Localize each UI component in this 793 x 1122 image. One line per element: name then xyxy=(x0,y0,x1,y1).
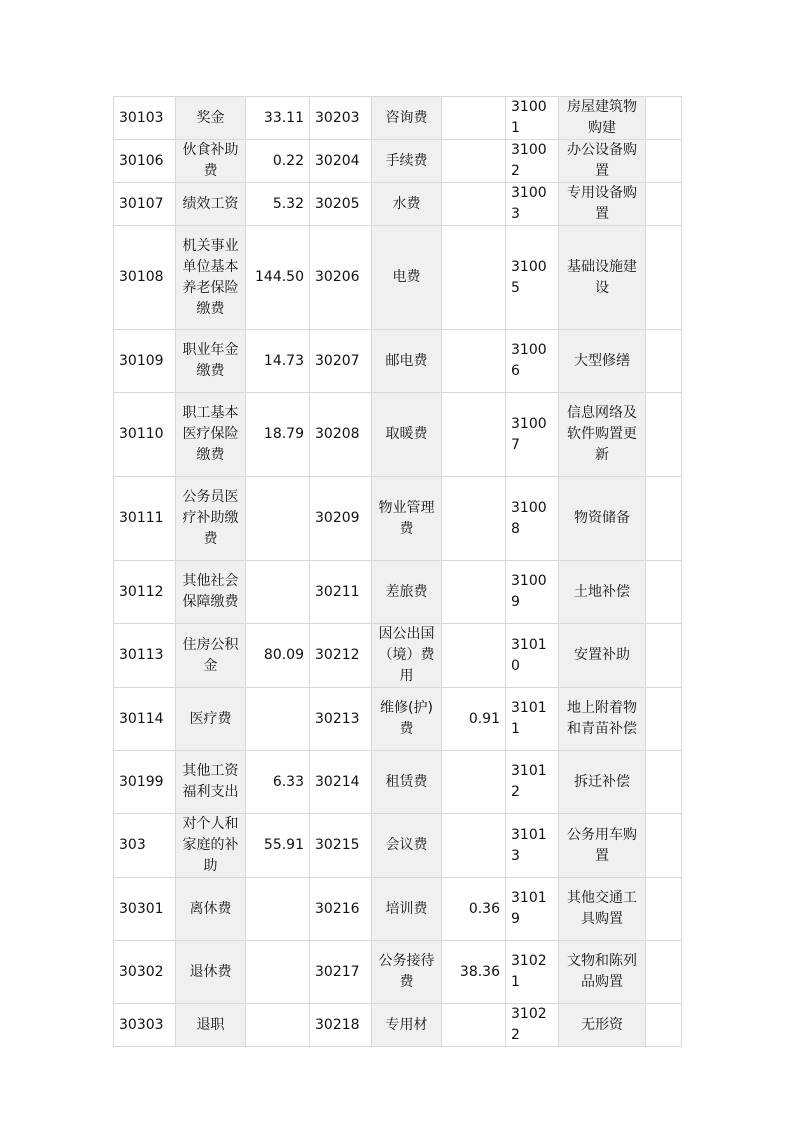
table-row xyxy=(114,330,682,393)
code-cell: 303 xyxy=(114,814,176,878)
name-cell: 其他交通工具购置 xyxy=(559,878,646,941)
code-cell: 30302 xyxy=(114,941,176,1004)
name-cell: 退休费 xyxy=(176,941,246,1004)
empty-cell xyxy=(646,330,682,393)
empty-cell xyxy=(646,97,682,140)
name-cell: 对个人和家庭的补助 xyxy=(176,814,246,878)
name-cell: 会议费 xyxy=(372,814,442,878)
amount-cell: 55.91 xyxy=(246,814,310,878)
code-cell: 30301 xyxy=(114,878,176,941)
name-cell: 维修(护)费 xyxy=(372,688,442,751)
code-cell: 30211 xyxy=(310,561,372,624)
name-cell: 地上附着物和青苗补偿 xyxy=(559,688,646,751)
code-cell: 31021 xyxy=(506,941,559,1004)
code-cell: 31005 xyxy=(506,226,559,330)
amount-cell xyxy=(442,1004,506,1047)
amount-cell xyxy=(442,561,506,624)
code-cell: 30113 xyxy=(114,624,176,688)
amount-cell xyxy=(246,878,310,941)
code-cell: 30112 xyxy=(114,561,176,624)
code-cell: 30214 xyxy=(310,751,372,814)
name-cell: 土地补偿 xyxy=(559,561,646,624)
budget-table xyxy=(113,96,682,1047)
name-cell: 奖金 xyxy=(176,97,246,140)
name-cell: 邮电费 xyxy=(372,330,442,393)
amount-cell: 18.79 xyxy=(246,393,310,477)
table-row xyxy=(114,688,682,751)
name-cell: 专用设备购置 xyxy=(559,183,646,226)
name-cell: 离休费 xyxy=(176,878,246,941)
name-cell: 其他工资福利支出 xyxy=(176,751,246,814)
code-cell: 30110 xyxy=(114,393,176,477)
name-cell: 取暖费 xyxy=(372,393,442,477)
table-row xyxy=(114,97,682,140)
name-cell: 水费 xyxy=(372,183,442,226)
code-cell: 30209 xyxy=(310,477,372,561)
name-cell: 退职 xyxy=(176,1004,246,1047)
name-cell: 差旅费 xyxy=(372,561,442,624)
code-cell: 31002 xyxy=(506,140,559,183)
code-cell: 31001 xyxy=(506,97,559,140)
name-cell: 公务用车购置 xyxy=(559,814,646,878)
name-cell: 绩效工资 xyxy=(176,183,246,226)
code-cell: 30216 xyxy=(310,878,372,941)
table-row xyxy=(114,140,682,183)
name-cell: 信息网络及软件购置更新 xyxy=(559,393,646,477)
empty-cell xyxy=(646,140,682,183)
table-row xyxy=(114,624,682,688)
code-cell: 30199 xyxy=(114,751,176,814)
amount-cell: 6.33 xyxy=(246,751,310,814)
name-cell: 大型修缮 xyxy=(559,330,646,393)
amount-cell: 80.09 xyxy=(246,624,310,688)
code-cell: 31022 xyxy=(506,1004,559,1047)
name-cell: 拆迁补偿 xyxy=(559,751,646,814)
empty-cell xyxy=(646,1004,682,1047)
empty-cell xyxy=(646,226,682,330)
code-cell: 30212 xyxy=(310,624,372,688)
empty-cell xyxy=(646,561,682,624)
table-row xyxy=(114,477,682,561)
name-cell: 其他社会保障缴费 xyxy=(176,561,246,624)
table-body xyxy=(114,97,682,1047)
name-cell: 物资储备 xyxy=(559,477,646,561)
table-row xyxy=(114,814,682,878)
amount-cell xyxy=(442,393,506,477)
empty-cell xyxy=(646,477,682,561)
table-row xyxy=(114,751,682,814)
name-cell: 住房公积金 xyxy=(176,624,246,688)
code-cell: 31013 xyxy=(506,814,559,878)
code-cell: 31003 xyxy=(506,183,559,226)
code-cell: 30213 xyxy=(310,688,372,751)
amount-cell xyxy=(246,1004,310,1047)
code-cell: 30103 xyxy=(114,97,176,140)
name-cell: 公务员医疗补助缴费 xyxy=(176,477,246,561)
code-cell: 30207 xyxy=(310,330,372,393)
empty-cell xyxy=(646,624,682,688)
name-cell: 专用材 xyxy=(372,1004,442,1047)
amount-cell: 0.22 xyxy=(246,140,310,183)
table-row xyxy=(114,878,682,941)
code-cell: 30217 xyxy=(310,941,372,1004)
name-cell: 房屋建筑物购建 xyxy=(559,97,646,140)
empty-cell xyxy=(646,751,682,814)
name-cell: 租赁费 xyxy=(372,751,442,814)
name-cell: 办公设备购置 xyxy=(559,140,646,183)
table-row xyxy=(114,561,682,624)
amount-cell xyxy=(442,330,506,393)
amount-cell xyxy=(246,561,310,624)
code-cell: 30206 xyxy=(310,226,372,330)
amount-cell: 144.50 xyxy=(246,226,310,330)
code-cell: 30204 xyxy=(310,140,372,183)
name-cell: 安置补助 xyxy=(559,624,646,688)
code-cell: 30215 xyxy=(310,814,372,878)
amount-cell xyxy=(442,624,506,688)
amount-cell xyxy=(246,477,310,561)
amount-cell: 5.32 xyxy=(246,183,310,226)
code-cell: 31019 xyxy=(506,878,559,941)
empty-cell xyxy=(646,814,682,878)
amount-cell xyxy=(442,814,506,878)
name-cell: 因公出国（境）费用 xyxy=(372,624,442,688)
name-cell: 基础设施建设 xyxy=(559,226,646,330)
code-cell: 30114 xyxy=(114,688,176,751)
table-row xyxy=(114,393,682,477)
amount-cell xyxy=(442,140,506,183)
amount-cell xyxy=(442,477,506,561)
amount-cell xyxy=(442,97,506,140)
amount-cell xyxy=(246,688,310,751)
code-cell: 31012 xyxy=(506,751,559,814)
code-cell: 30203 xyxy=(310,97,372,140)
code-cell: 30107 xyxy=(114,183,176,226)
code-cell: 30208 xyxy=(310,393,372,477)
empty-cell xyxy=(646,393,682,477)
code-cell: 31006 xyxy=(506,330,559,393)
name-cell: 咨询费 xyxy=(372,97,442,140)
name-cell: 文物和陈列品购置 xyxy=(559,941,646,1004)
code-cell: 30218 xyxy=(310,1004,372,1047)
amount-cell xyxy=(442,226,506,330)
name-cell: 培训费 xyxy=(372,878,442,941)
name-cell: 医疗费 xyxy=(176,688,246,751)
code-cell: 31007 xyxy=(506,393,559,477)
name-cell: 手续费 xyxy=(372,140,442,183)
name-cell: 电费 xyxy=(372,226,442,330)
empty-cell xyxy=(646,878,682,941)
code-cell: 30303 xyxy=(114,1004,176,1047)
code-cell: 30106 xyxy=(114,140,176,183)
code-cell: 31010 xyxy=(506,624,559,688)
table-row xyxy=(114,1004,682,1047)
code-cell: 31011 xyxy=(506,688,559,751)
code-cell: 30205 xyxy=(310,183,372,226)
name-cell: 机关事业单位基本养老保险缴费 xyxy=(176,226,246,330)
amount-cell: 0.91 xyxy=(442,688,506,751)
name-cell: 伙食补助费 xyxy=(176,140,246,183)
empty-cell xyxy=(646,941,682,1004)
empty-cell xyxy=(646,183,682,226)
name-cell: 物业管理费 xyxy=(372,477,442,561)
name-cell: 职工基本医疗保险缴费 xyxy=(176,393,246,477)
name-cell: 无形资 xyxy=(559,1004,646,1047)
code-cell: 30111 xyxy=(114,477,176,561)
code-cell: 30108 xyxy=(114,226,176,330)
code-cell: 31009 xyxy=(506,561,559,624)
amount-cell: 0.36 xyxy=(442,878,506,941)
amount-cell xyxy=(246,941,310,1004)
table-row xyxy=(114,226,682,330)
amount-cell: 14.73 xyxy=(246,330,310,393)
empty-cell xyxy=(646,688,682,751)
amount-cell xyxy=(442,183,506,226)
table-row xyxy=(114,941,682,1004)
code-cell: 30109 xyxy=(114,330,176,393)
amount-cell: 38.36 xyxy=(442,941,506,1004)
name-cell: 职业年金缴费 xyxy=(176,330,246,393)
name-cell: 公务接待费 xyxy=(372,941,442,1004)
amount-cell xyxy=(442,751,506,814)
code-cell: 31008 xyxy=(506,477,559,561)
amount-cell: 33.11 xyxy=(246,97,310,140)
table-row xyxy=(114,183,682,226)
